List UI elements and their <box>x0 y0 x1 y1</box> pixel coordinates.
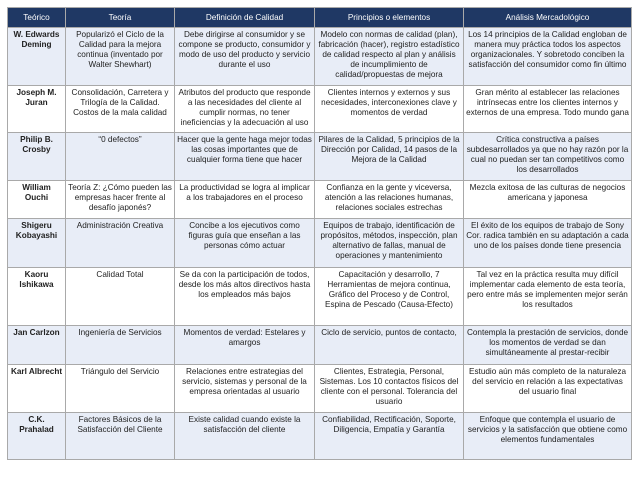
cell-teorico: Jan Carlzon <box>8 326 66 365</box>
cell-teoria: Consolidación, Carretera y Trilogía de la Calidad. Costos de la mala calidad <box>66 86 175 133</box>
cell-principios: Capacitación y desarrollo, 7 Herramientas de mejora continua, Gráfico del Proceso y de Control, Espina de Pescado (Causa-Efecto) <box>315 268 464 326</box>
header-teorico: Teórico <box>8 8 66 28</box>
cell-principios: Clientes internos y externos y sus necesidades, interconexiones clave y momentos de verdad <box>315 86 464 133</box>
cell-teoria: Popularizó el Ciclo de la Calidad para la mejora continua (inventado por Walter Shewhart) <box>66 28 175 86</box>
document-page <box>7 7 631 460</box>
table-header-row <box>8 8 632 28</box>
cell-definicion: Debe dirigirse al consumidor y se compone se producto, consumidor y modo de uso del producto y servicio durante el uso <box>175 28 315 86</box>
table-row <box>8 28 632 86</box>
cell-teoria: Ingeniería de Servicios <box>66 326 175 365</box>
cell-definicion: Relaciones entre estrategias del servicio, sistemas y personal de la empresa orientadas al usuario <box>175 365 315 413</box>
cell-analisis: Tal vez en la práctica resulta muy difícil implementar cada elemento de esta teoría, pero entre más se implementen mejor serán los resultados <box>464 268 632 326</box>
cell-principios: Confianza en la gente y viceversa, atención a las relaciones humanas, relaciones sociales estrechas <box>315 181 464 219</box>
cell-principios: Pilares de la Calidad, 5 principios de la Dirección por Calidad, 14 pasos de la Mejora de la Calidad <box>315 133 464 181</box>
cell-teoria: Teoría Z: ¿Cómo pueden las empresas hacer frente al desafío japonés? <box>66 181 175 219</box>
cell-teorico: Shigeru Kobayashi <box>8 219 66 268</box>
cell-analisis: Los 14 principios de la Calidad engloban de manera muy práctica todos los aspectos organizacionales. Y sobretodo conciben la satisfacción del consumidor como fin último <box>464 28 632 86</box>
table-row <box>8 365 632 413</box>
cell-principios: Equipos de trabajo, identificación de propósitos, métodos, inspección, plan alternativo de fallas, manual de operaciones y mantenimiento <box>315 219 464 268</box>
cell-analisis: Mezcla exitosa de las culturas de negocios americana y japonesa <box>464 181 632 219</box>
cell-analisis: Contempla la prestación de servicios, donde los momentos de verdad se dan simultáneamente al prestar-recibir <box>464 326 632 365</box>
table-row <box>8 413 632 460</box>
cell-teoria: Calidad Total <box>66 268 175 326</box>
table-row <box>8 326 632 365</box>
cell-analisis: Enfoque que contempla el usuario de servicios y la satisfacción que obtiene como elementos fundamentales <box>464 413 632 460</box>
cell-definicion: La productividad se logra al implicar a los trabajadores en el proceso <box>175 181 315 219</box>
cell-teorico: Joseph M. Juran <box>8 86 66 133</box>
quality-theorists-table <box>7 7 632 460</box>
table-row <box>8 268 632 326</box>
table-row <box>8 181 632 219</box>
cell-principios: Modelo con normas de calidad (plan), fabricación (hacer), registro estadístico de calidad respecto al plan y análisis de incumplimiento de calidad/propuestas de mejora <box>315 28 464 86</box>
header-teoria: Teoría <box>66 8 175 28</box>
cell-definicion: Existe calidad cuando existe la satisfacción del cliente <box>175 413 315 460</box>
cell-principios: Clientes, Estrategia, Personal, Sistemas. Los 10 contactos físicos del cliente con el personal. Tolerancia del usuario <box>315 365 464 413</box>
table-row <box>8 133 632 181</box>
cell-analisis: El éxito de los equipos de trabajo de Sony Cor. radica también en su adaptación a cada uno de los países donde tiene presencia <box>464 219 632 268</box>
cell-teorico: Philip B. Crosby <box>8 133 66 181</box>
cell-definicion: Momentos de verdad: Estelares y amargos <box>175 326 315 365</box>
cell-definicion: Concibe a los ejecutivos como figuras guía que enseñan a las personas cómo actuar <box>175 219 315 268</box>
cell-teorico: Kaoru Ishikawa <box>8 268 66 326</box>
cell-teoria: Factores Básicos de la Satisfacción del Cliente <box>66 413 175 460</box>
header-analisis: Análisis Mercadológico <box>464 8 632 28</box>
header-principios: Principios o elementos <box>315 8 464 28</box>
cell-definicion: Atributos del producto que responde a las necesidades del cliente al cumplir normas, no tener ineficiencias y la adecuación al uso <box>175 86 315 133</box>
table-row <box>8 219 632 268</box>
cell-analisis: Estudio aún más completo de la naturaleza del servicio en relación a las expectativas del usuario final <box>464 365 632 413</box>
cell-definicion: Se da con la participación de todos, desde los más altos directivos hasta los empleados más bajos <box>175 268 315 326</box>
cell-teorico: W. Edwards Deming <box>8 28 66 86</box>
header-definicion: Definición de Calidad <box>175 8 315 28</box>
cell-teoria: “0 defectos” <box>66 133 175 181</box>
table-row <box>8 86 632 133</box>
cell-teoria: Triángulo del Servicio <box>66 365 175 413</box>
cell-principios: Confiabilidad, Rectificación, Soporte, Diligencia, Empatía y Garantía <box>315 413 464 460</box>
cell-teoria: Administración Creativa <box>66 219 175 268</box>
cell-teorico: William Ouchi <box>8 181 66 219</box>
cell-principios: Ciclo de servicio, puntos de contacto, <box>315 326 464 365</box>
cell-definicion: Hacer que la gente haga mejor todas las cosas importantes que de cualquier forma tiene que hacer <box>175 133 315 181</box>
cell-teorico: Karl Albrecht <box>8 365 66 413</box>
cell-analisis: Gran mérito al establecer las relaciones intrínsecas entre los clientes internos y externos de una empresa. Todo mundo gana <box>464 86 632 133</box>
cell-teorico: C.K. Prahalad <box>8 413 66 460</box>
cell-analisis: Crítica constructiva a países subdesarrollados ya que no hay razón por la cual no puedan ser tan competitivos como los desarrollados <box>464 133 632 181</box>
